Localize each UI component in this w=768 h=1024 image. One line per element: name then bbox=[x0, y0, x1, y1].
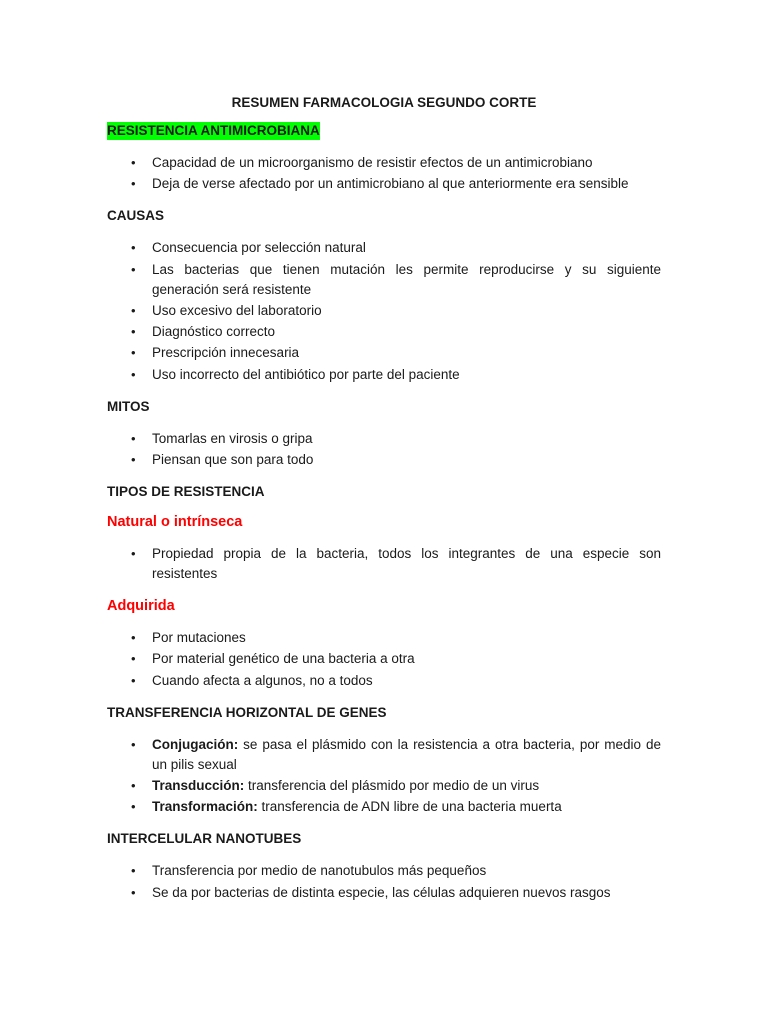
list-item bbox=[107, 797, 661, 817]
term-label: Transformación: bbox=[152, 799, 258, 815]
list-item-text: Se da por bacterias de distinta especie, las células adquieren nuevos rasgos bbox=[152, 884, 611, 900]
term-description: se pasa el plásmido con la resistencia a otra bacteria, por medio de un pilis sexual bbox=[152, 736, 661, 772]
list-item bbox=[107, 260, 661, 300]
list-item bbox=[107, 429, 661, 449]
list-item-text: Consecuencia por selección natural bbox=[152, 240, 366, 256]
bullet-icon: • bbox=[131, 630, 136, 646]
list-item-text: Por material genético de una bacteria a otra bbox=[152, 651, 415, 667]
list-item bbox=[107, 735, 661, 775]
subheading-natural: Natural o intrínseca bbox=[107, 514, 243, 531]
list-item-text: Piensan que son para todo bbox=[152, 452, 314, 468]
term-label: Transducción: bbox=[152, 777, 245, 793]
list-item-text: Diagnóstico correcto bbox=[152, 324, 276, 340]
list-item bbox=[107, 628, 661, 648]
bullet-icon: • bbox=[131, 176, 136, 192]
bullet-icon: • bbox=[131, 546, 136, 562]
nanotubes-list bbox=[107, 861, 661, 902]
list-item bbox=[107, 238, 661, 258]
term-label: Conjugación: bbox=[152, 736, 239, 752]
adquirida-list bbox=[107, 628, 661, 691]
bullet-icon: • bbox=[131, 324, 136, 340]
bullet-icon: • bbox=[131, 345, 136, 361]
list-item bbox=[107, 883, 661, 903]
subheading-adquirida: Adquirida bbox=[107, 598, 175, 615]
section-heading-mitos: MITOS bbox=[107, 398, 150, 414]
section-heading-tipos: TIPOS DE RESISTENCIA bbox=[107, 484, 265, 500]
list-item-text: Capacidad de un microorganismo de resistir efectos de un antimicrobiano bbox=[152, 155, 593, 170]
list-item bbox=[107, 776, 661, 796]
bullet-icon: • bbox=[131, 261, 136, 277]
term-description: transferencia de ADN libre de una bacteria muerta bbox=[257, 799, 562, 815]
list-item bbox=[107, 671, 661, 691]
bullet-icon: • bbox=[131, 799, 136, 815]
mitos-list bbox=[107, 429, 661, 470]
list-item bbox=[107, 343, 661, 363]
list-item bbox=[107, 153, 661, 173]
list-item bbox=[107, 649, 661, 669]
bullet-icon: • bbox=[131, 302, 136, 318]
section-heading-causas: CAUSAS bbox=[107, 208, 165, 224]
resistencia-list bbox=[107, 153, 661, 194]
list-item bbox=[107, 322, 661, 342]
bullet-icon: • bbox=[131, 651, 136, 667]
highlighted-heading-text: RESISTENCIA ANTIMICROBIANA bbox=[107, 123, 320, 138]
list-item-text: Propiedad propia de la bacteria, todos los integrantes de una especie son resistentes bbox=[152, 546, 661, 582]
section-heading-transferencia: TRANSFERENCIA HORIZONTAL DE GENES bbox=[107, 704, 387, 720]
list-item-text: Uso excesivo del laboratorio bbox=[152, 302, 322, 318]
list-item-text: Las bacterias que tienen mutación les permite reproducirse y su siguiente generación será resistente bbox=[152, 261, 661, 297]
list-item bbox=[107, 450, 661, 470]
list-item-text: Transferencia por medio de nanotubulos más pequeños bbox=[152, 863, 487, 879]
list-item-text: Por mutaciones bbox=[152, 630, 246, 646]
transferencia-list bbox=[107, 735, 661, 818]
document-title: RESUMEN FARMACOLOGIA SEGUNDO CORTE bbox=[231, 95, 537, 110]
section-heading-nanotubes: INTERCELULAR NANOTUBES bbox=[107, 831, 302, 847]
list-item bbox=[107, 544, 661, 584]
list-item-text: Deja de verse afectado por un antimicrobiano al que anteriormente era sensible bbox=[152, 176, 629, 192]
bullet-icon: • bbox=[131, 240, 136, 256]
bullet-icon: • bbox=[131, 452, 136, 468]
bullet-icon: • bbox=[131, 884, 136, 900]
natural-list bbox=[107, 544, 661, 584]
bullet-icon: • bbox=[131, 430, 136, 446]
list-item bbox=[107, 174, 661, 194]
list-item-text: Prescripción innecesaria bbox=[152, 345, 300, 361]
list-item-text: Uso incorrecto del antibiótico por parte del paciente bbox=[152, 366, 460, 382]
list-item bbox=[107, 301, 661, 321]
bullet-icon: • bbox=[131, 863, 136, 879]
bullet-icon: • bbox=[131, 155, 136, 170]
bullet-icon: • bbox=[131, 672, 136, 688]
bullet-icon: • bbox=[131, 366, 136, 382]
list-item-text: Cuando afecta a algunos, no a todos bbox=[152, 672, 373, 688]
causas-list bbox=[107, 238, 661, 384]
list-item bbox=[107, 861, 661, 881]
bullet-icon: • bbox=[131, 736, 136, 752]
section-heading-resistencia bbox=[107, 123, 661, 139]
list-item-text: Tomarlas en virosis o gripa bbox=[152, 430, 313, 446]
list-item bbox=[107, 365, 661, 385]
term-description: transferencia del plásmido por medio de un virus bbox=[244, 777, 540, 793]
bullet-icon: • bbox=[131, 777, 136, 793]
